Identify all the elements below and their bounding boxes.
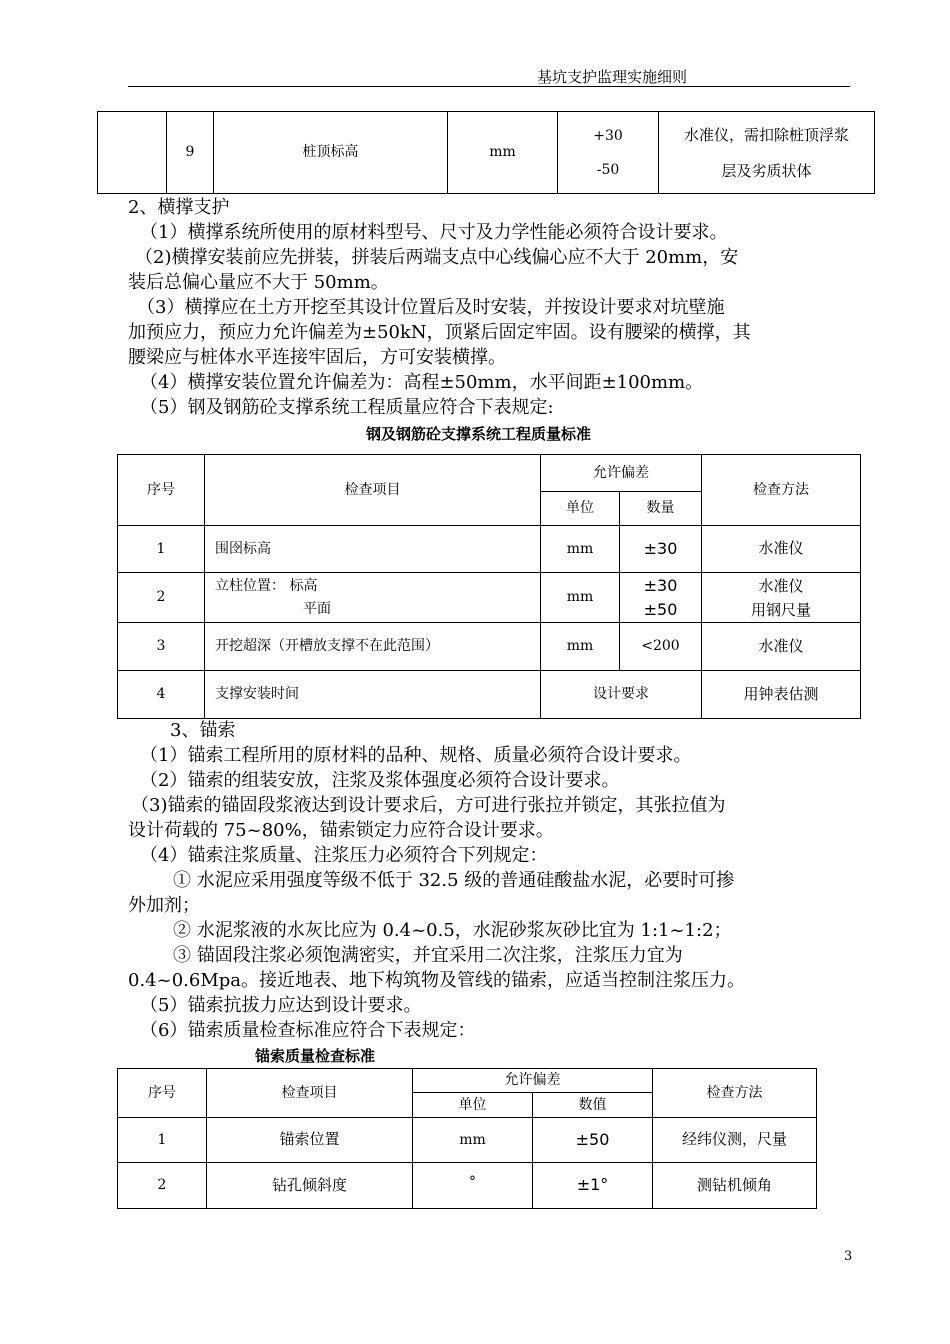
qty-line-2: ±50 <box>643 599 678 619</box>
method-cell: 水准仪 <box>702 526 861 573</box>
table-row <box>118 1163 817 1209</box>
table-row <box>98 112 875 194</box>
tolerance-upper: +30 <box>593 127 623 144</box>
header-tolerance: 允许偏差 <box>541 455 702 492</box>
header-value: 数值 <box>533 1093 653 1118</box>
method-cell <box>659 112 875 194</box>
table-row <box>118 573 861 623</box>
unit-cell: mm <box>448 112 558 194</box>
check-item <box>205 573 541 623</box>
table-continuation <box>97 111 875 194</box>
section3-para3-line1: （3)锚索的锚固段浆液达到设计要求后，方可进行张拉并锁定，其张拉值为 <box>131 795 726 816</box>
section3-para1: （1）锚索工程所用的原材料的品种、规格、质量必须符合设计要求。 <box>140 745 692 766</box>
header-no: 序号 <box>118 455 205 526</box>
check-item: 支撑安装时间 <box>205 671 541 719</box>
row-number: 2 <box>118 1163 207 1209</box>
section3-para4: （4）锚索注浆质量、注浆压力必须符合下列规定： <box>140 845 548 866</box>
section3-para5: （5）锚索抗拔力应达到设计要求。 <box>140 995 422 1016</box>
method-cell: 经纬仪测，尺量 <box>653 1118 817 1163</box>
header-method: 检查方法 <box>653 1069 817 1118</box>
header-rule <box>128 86 850 87</box>
section3-title: 3、锚索 <box>170 720 236 741</box>
unit-cell: mm <box>413 1118 533 1163</box>
table-row <box>118 623 861 671</box>
method-line-1: 水准仪 <box>758 576 804 595</box>
unit-cell: mm <box>541 526 620 573</box>
section3-para4-item1-line2: 外加剂； <box>128 895 200 916</box>
section2-para2-line1: （2)横撑安装前应先拼装，拼装后两端支点中心线偏心应不大于 20mm，安 <box>135 247 739 268</box>
section2-para3-line2: 加预应力，预应力允许偏差为±50kN，顶紧后固定牢固。设有腰梁的横撑，其 <box>128 322 751 343</box>
table-row <box>118 671 861 719</box>
method-cell: 用钟表估测 <box>702 671 861 719</box>
header-item: 检查项目 <box>205 455 541 526</box>
table2-caption: 锚索质量检查标准 <box>255 1047 376 1065</box>
section3-para4-item3-line2: 0.4~0.6Mpa。接近地表、地下构筑物及管线的锚索，应适当控制注浆压力。 <box>128 970 746 991</box>
section2-para3-line1: （3）横撑应在土方开挖至其设计位置后及时安装，并按设计要求对坑壁施 <box>137 297 725 318</box>
section2-para1: （1）横撑系统所使用的原材料型号、尺寸及力学性能必须符合设计要求。 <box>140 222 728 243</box>
qty-cell: <200 <box>620 623 702 671</box>
tolerance-cell <box>558 112 659 194</box>
table-row <box>118 1118 817 1163</box>
method-line-2: 用钢尺量 <box>750 600 811 619</box>
section2-para3-line3: 腰梁应与桩体水平连接牢固后，方可安装横撑。 <box>128 347 506 368</box>
method-cell: 水准仪 <box>702 623 861 671</box>
unit-cell: mm <box>541 623 620 671</box>
row-number: 1 <box>118 526 205 573</box>
header-tolerance: 允许偏差 <box>413 1069 653 1093</box>
table-anchor-quality <box>117 1068 817 1209</box>
section3-para6: （6）锚索质量检查标准应符合下表规定： <box>140 1020 476 1041</box>
check-item: 围囹标高 <box>205 526 541 573</box>
method-line-1: 水准仪，需扣除桩顶浮浆 <box>683 125 849 144</box>
page-header-title: 基坑支护监理实施细则 <box>537 68 688 86</box>
table-row <box>118 526 861 573</box>
check-item: 开挖超深（开槽放支撑不在此范围） <box>205 623 541 671</box>
empty-cell <box>98 112 167 194</box>
section2-title: 2、横撑支护 <box>128 197 230 218</box>
table-support-quality <box>117 454 861 719</box>
tolerance-lower: -50 <box>596 161 620 178</box>
section3-para4-item3-line1: ③ 锚固段注浆必须饱满密实，并宜采用二次注浆，注浆压力宜为 <box>173 945 683 966</box>
value-cell: ±1° <box>533 1163 653 1209</box>
header-unit: 单位 <box>541 492 620 526</box>
spec-cell: 设计要求 <box>541 671 702 719</box>
qty-line-1: ±30 <box>643 575 678 595</box>
method-cell <box>702 573 861 623</box>
check-item-line-2: 平面 <box>303 600 331 617</box>
value-cell: ±50 <box>533 1118 653 1163</box>
header-method: 检查方法 <box>702 455 861 526</box>
table-header-row <box>118 1069 817 1093</box>
method-line-2: 层及劣质状体 <box>721 161 812 180</box>
page-number: 3 <box>844 1249 853 1264</box>
check-item: 钻孔倾斜度 <box>207 1163 413 1209</box>
header-unit: 单位 <box>413 1093 533 1118</box>
section3-para2: （2）锚索的组装安放，注浆及浆体强度必须符合设计要求。 <box>140 770 620 791</box>
check-item: 桩顶标高 <box>214 112 448 194</box>
section2-para2-line2: 装后总偏心量应不大于 50mm。 <box>128 272 389 293</box>
row-number: 9 <box>167 112 214 194</box>
row-number: 2 <box>118 573 205 623</box>
unit-cell: mm <box>541 573 620 623</box>
section3-para4-item2: ② 水泥浆液的水灰比应为 0.4~0.5，水泥砂浆灰砂比宜为 1:1~1:2； <box>173 920 732 941</box>
header-item: 检查项目 <box>207 1069 413 1118</box>
section3-para4-item1-line1: ① 水泥应采用强度等级不低于 32.5 级的普通硅酸盐水泥，必要时可掺 <box>173 870 735 891</box>
qty-cell <box>620 573 702 623</box>
section2-para4: （4）横撑安装位置允许偏差为：高程±50mm，水平间距±100mm。 <box>140 372 704 393</box>
qty-cell: ±30 <box>620 526 702 573</box>
check-item: 锚索位置 <box>207 1118 413 1163</box>
section3-para3-line2: 设计荷载的 75~80%，锚索锁定力应符合设计要求。 <box>128 820 554 841</box>
table1-caption: 钢及钢筋砼支撑系统工程质量标准 <box>366 425 592 443</box>
row-number: 1 <box>118 1118 207 1163</box>
check-item-line-1: 立柱位置： 标高 <box>215 577 318 594</box>
method-cell: 测钻机倾角 <box>653 1163 817 1209</box>
row-number: 4 <box>118 671 205 719</box>
row-number: 3 <box>118 623 205 671</box>
table-header-row <box>118 455 861 492</box>
header-no: 序号 <box>118 1069 207 1118</box>
unit-cell: ° <box>413 1163 533 1209</box>
header-qty: 数量 <box>620 492 702 526</box>
section2-para5: （5）钢及钢筋砼支撑系统工程质量应符合下表规定: <box>140 397 554 418</box>
